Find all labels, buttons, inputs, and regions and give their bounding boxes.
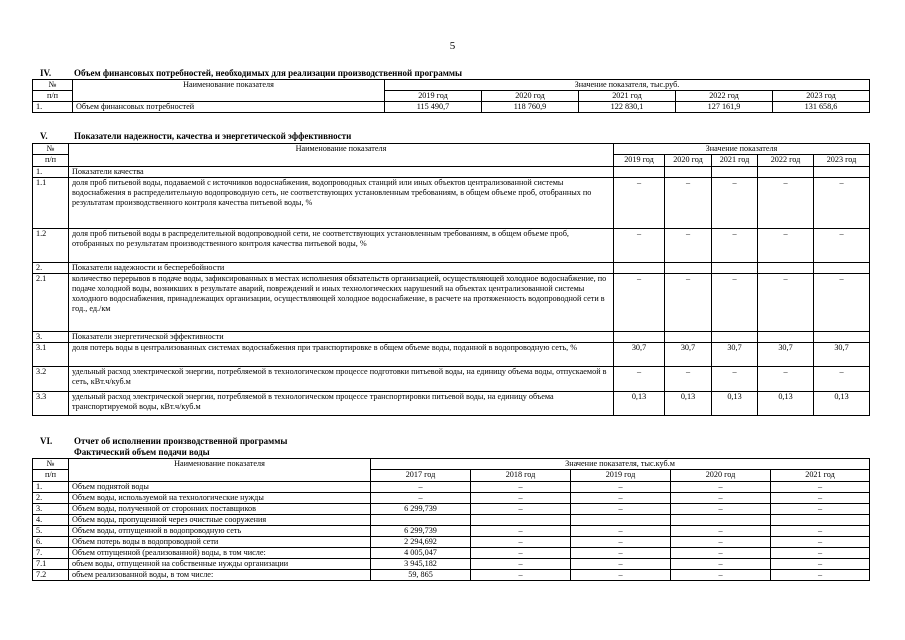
- row-value: 0,13: [712, 392, 758, 416]
- table-row: [33, 548, 870, 559]
- row-number: 1.: [33, 482, 69, 493]
- row-value: –: [671, 548, 771, 559]
- row-value: [758, 167, 814, 178]
- section-4-heading: Объем финансовых потребностей, необходимых для реализации производственной программы: [74, 68, 463, 78]
- row-number: 2.1: [33, 274, 69, 332]
- row-value: –: [471, 570, 571, 581]
- row-value: –: [671, 482, 771, 493]
- table-row: [33, 367, 870, 392]
- row-value: –: [571, 504, 671, 515]
- row-value: [814, 332, 870, 343]
- row-value: 115 490,7: [385, 101, 482, 112]
- table-row: [33, 392, 870, 416]
- header-year: 2018 год: [471, 470, 571, 482]
- row-name: Объем отпущенной (реализованной) воды, в том числе:: [69, 548, 371, 559]
- row-number: 5.: [33, 526, 69, 537]
- row-value: [665, 263, 712, 274]
- row-value: –: [471, 504, 571, 515]
- row-value: –: [712, 229, 758, 263]
- row-name: объем реализованной воды, в том числе:: [69, 570, 371, 581]
- row-number: 3.3: [33, 392, 69, 416]
- row-value: –: [571, 526, 671, 537]
- row-value: 122 830,1: [579, 101, 676, 112]
- row-value: –: [712, 178, 758, 229]
- section-6-subtitle: Фактический объем подачи воды: [74, 447, 210, 457]
- row-name: количество перерывов в подаче воды, зафиксированных в местах исполнения обязательств организацией, осуществляющей холодное водоснабжение, по подаче холодной воды, возникших в результате аварий, повреждений и иных технологических нарушений на объектах централизованной системы холодного водоснабжения, принадлежащих организации, осуществляющей холодное водоснабжение, в расчете на протяженность водопроводной сети в год., ед./км: [69, 274, 614, 332]
- header-year: 2022 год: [676, 91, 773, 102]
- section-5-title: [40, 131, 351, 141]
- table-row: [33, 167, 870, 178]
- row-value: –: [771, 493, 870, 504]
- row-value: –: [712, 367, 758, 392]
- header-number-sub: п/п: [33, 470, 69, 482]
- row-value: –: [571, 493, 671, 504]
- table-row: [33, 263, 870, 274]
- row-value: –: [671, 537, 771, 548]
- table-row: [33, 178, 870, 229]
- row-value: –: [771, 504, 870, 515]
- header-indicator-name: Наименование показателя: [73, 80, 385, 102]
- header-year: 2023 год: [773, 91, 870, 102]
- table-row: [33, 493, 870, 504]
- header-indicator-name: Наименование показателя: [69, 459, 371, 482]
- row-value: 2 294,692: [371, 537, 471, 548]
- row-value: 3 945,182: [371, 559, 471, 570]
- water-supply-report-table: [32, 458, 870, 581]
- row-value: [571, 515, 671, 526]
- row-value: –: [771, 482, 870, 493]
- row-value: 30,7: [758, 343, 814, 367]
- header-year: 2020 год: [665, 155, 712, 167]
- row-value: 30,7: [712, 343, 758, 367]
- section-4-number: IV.: [40, 68, 52, 78]
- row-value: –: [671, 493, 771, 504]
- section-4-title: [40, 68, 462, 78]
- row-value: –: [758, 229, 814, 263]
- row-value: 0,13: [814, 392, 870, 416]
- row-value: –: [665, 229, 712, 263]
- row-name: Объем финансовых потребностей: [73, 101, 385, 112]
- header-number-sub: п/п: [33, 155, 69, 167]
- financial-needs-table: [32, 79, 870, 113]
- row-name: Объем воды, полученной от сторонних поставщиков: [69, 504, 371, 515]
- header-number: №: [33, 459, 69, 470]
- header-year: 2019 год: [385, 91, 482, 102]
- row-number: 7.2: [33, 570, 69, 581]
- header-year: 2022 год: [758, 155, 814, 167]
- row-value: 6 299,739: [371, 526, 471, 537]
- row-value: –: [771, 570, 870, 581]
- header-year: 2020 год: [482, 91, 579, 102]
- row-value: [712, 263, 758, 274]
- table-row: [33, 482, 870, 493]
- header-year: 2021 год: [712, 155, 758, 167]
- row-value: –: [771, 559, 870, 570]
- row-value: –: [371, 493, 471, 504]
- row-number: 6.: [33, 537, 69, 548]
- row-value: –: [471, 526, 571, 537]
- row-value: [758, 332, 814, 343]
- row-name: Показатели надежности и бесперебойности: [69, 263, 614, 274]
- row-value: –: [471, 559, 571, 570]
- row-number: 1.2: [33, 229, 69, 263]
- row-value: –: [814, 178, 870, 229]
- row-value: –: [771, 526, 870, 537]
- row-value: –: [665, 178, 712, 229]
- table-row: [33, 101, 870, 112]
- header-value: Значение показателя, тыс.куб.м: [371, 459, 870, 470]
- row-value: [712, 167, 758, 178]
- row-value: [665, 167, 712, 178]
- reliability-indicators-table: [32, 143, 870, 416]
- row-value: 127 161,9: [676, 101, 773, 112]
- row-value: 0,13: [665, 392, 712, 416]
- table-row: [33, 274, 870, 332]
- row-value: –: [571, 537, 671, 548]
- row-value: 30,7: [665, 343, 712, 367]
- row-name: удельный расход электрической энергии, потребляемой в технологическом процессе подготовки питьевой воды, на единицу объема воды, отпускаемой в сеть, кВт.ч/куб.м: [69, 367, 614, 392]
- row-value: 118 760,9: [482, 101, 579, 112]
- header-year: 2019 год: [614, 155, 665, 167]
- row-value: 6 299,739: [371, 504, 471, 515]
- row-value: [758, 263, 814, 274]
- table-row: [33, 229, 870, 263]
- row-name: Объем воды, отпущенной в водопроводную сеть: [69, 526, 371, 537]
- row-number: 1.: [33, 167, 69, 178]
- row-value: [471, 515, 571, 526]
- row-value: 0,13: [614, 392, 665, 416]
- row-value: –: [571, 570, 671, 581]
- row-value: –: [712, 274, 758, 332]
- table-row: [33, 504, 870, 515]
- row-value: –: [614, 367, 665, 392]
- row-name: Объем воды, используемой на технологические нужды: [69, 493, 371, 504]
- row-value: –: [571, 482, 671, 493]
- row-name: доля потерь воды в централизованных системах водоснабжения при транспортировке в общем объеме воды, поданной в водопроводную сеть, %: [69, 343, 614, 367]
- row-number: 2.: [33, 263, 69, 274]
- row-number: 3.: [33, 332, 69, 343]
- row-value: [671, 515, 771, 526]
- row-value: 131 658,6: [773, 101, 870, 112]
- header-year: 2020 год: [671, 470, 771, 482]
- row-number: 7.: [33, 548, 69, 559]
- row-value: –: [771, 537, 870, 548]
- row-name: объем воды, отпущенной на собственные нужды организации: [69, 559, 371, 570]
- page-number: 5: [449, 40, 456, 52]
- header-year: 2019 год: [571, 470, 671, 482]
- section-6-heading: Отчет об исполнении производственной программы: [74, 436, 288, 446]
- row-value: –: [671, 570, 771, 581]
- row-value: –: [814, 367, 870, 392]
- row-name: Показатели качества: [69, 167, 614, 178]
- section-6-title: [40, 436, 287, 446]
- row-value: [614, 263, 665, 274]
- row-name: доля проб питьевой воды в распределительной водопроводной сети, не соответствующих установленным требованиям, в общем объеме проб, отобранных по результатам производственного контроля качества питьевой воды, %: [69, 229, 614, 263]
- row-name: Объем воды, пропущенной через очистные сооружения: [69, 515, 371, 526]
- row-number: 3.: [33, 504, 69, 515]
- row-value: [814, 263, 870, 274]
- header-year: 2021 год: [771, 470, 870, 482]
- table-row: [33, 515, 870, 526]
- row-value: [771, 515, 870, 526]
- table-row: [33, 526, 870, 537]
- row-value: 4 005,047: [371, 548, 471, 559]
- row-value: –: [758, 274, 814, 332]
- header-value: Значение показателя, тыс.руб.: [385, 80, 870, 91]
- row-value: –: [771, 548, 870, 559]
- row-number: 3.2: [33, 367, 69, 392]
- row-value: –: [814, 274, 870, 332]
- row-value: –: [471, 537, 571, 548]
- section-6-number: VI.: [40, 436, 53, 446]
- row-name: Объем потерь воды в водопроводной сети: [69, 537, 371, 548]
- row-name: Показатели энергетической эффективности: [69, 332, 614, 343]
- row-value: –: [758, 178, 814, 229]
- row-name: доля проб питьевой воды, подаваемой с источников водоснабжения, водопроводных станций или иных объектов централизованной системы водоснабжения в распределительную водопроводную сеть, не соответствующих установленным требованиям, в общем объеме проб, отобранных по результатам производственного контроля качества питьевой воды, %: [69, 178, 614, 229]
- row-value: –: [614, 274, 665, 332]
- row-value: –: [571, 559, 671, 570]
- table-row: [33, 343, 870, 367]
- row-value: [371, 515, 471, 526]
- row-number: 7.1: [33, 559, 69, 570]
- header-year: 2021 год: [579, 91, 676, 102]
- row-value: 59, 865: [371, 570, 471, 581]
- row-value: –: [471, 548, 571, 559]
- row-number: 4.: [33, 515, 69, 526]
- table-row: [33, 332, 870, 343]
- table-row: [33, 537, 870, 548]
- row-number: 3.1: [33, 343, 69, 367]
- header-number: №: [33, 144, 69, 155]
- row-value: [614, 332, 665, 343]
- row-number: 2.: [33, 493, 69, 504]
- row-value: [665, 332, 712, 343]
- row-value: –: [665, 367, 712, 392]
- row-value: –: [614, 178, 665, 229]
- section-5-heading: Показатели надежности, качества и энергетической эффективности: [74, 131, 352, 141]
- row-number: 1.: [33, 101, 73, 112]
- row-value: –: [471, 482, 571, 493]
- section-5-number: V.: [40, 131, 48, 141]
- row-value: –: [665, 274, 712, 332]
- row-value: –: [671, 526, 771, 537]
- row-value: 30,7: [814, 343, 870, 367]
- row-value: [814, 167, 870, 178]
- row-value: –: [671, 504, 771, 515]
- row-value: –: [571, 548, 671, 559]
- row-value: –: [758, 367, 814, 392]
- row-value: [614, 167, 665, 178]
- row-number: 1.1: [33, 178, 69, 229]
- table-row: [33, 559, 870, 570]
- header-number: №: [33, 80, 73, 91]
- row-value: –: [471, 493, 571, 504]
- header-year: 2023 год: [814, 155, 870, 167]
- row-value: 0,13: [758, 392, 814, 416]
- header-number-sub: п/п: [33, 91, 73, 102]
- row-name: удельный расход электрической энергии, потребляемой в технологическом процессе транспортировки питьевой воды, на единицу объема транспортируемой воды, кВт.ч/куб.м: [69, 392, 614, 416]
- row-value: –: [371, 482, 471, 493]
- header-value: Значение показателя: [614, 144, 870, 155]
- header-year: 2017 год: [371, 470, 471, 482]
- row-value: 30,7: [614, 343, 665, 367]
- table-row: [33, 570, 870, 581]
- row-value: –: [814, 229, 870, 263]
- row-value: –: [671, 559, 771, 570]
- row-name: Объем поднятой воды: [69, 482, 371, 493]
- row-value: [712, 332, 758, 343]
- row-value: –: [614, 229, 665, 263]
- header-indicator-name: Наименование показателя: [69, 144, 614, 167]
